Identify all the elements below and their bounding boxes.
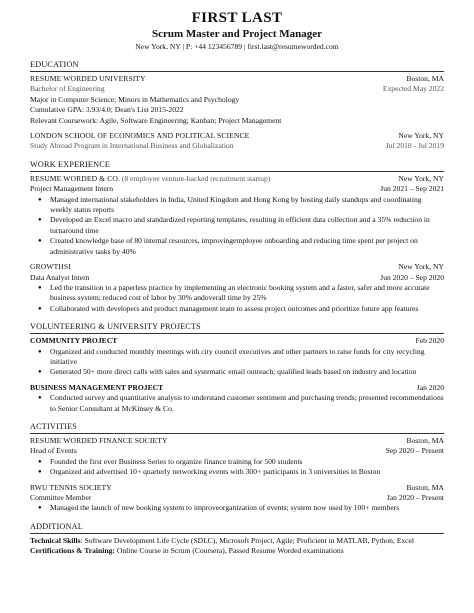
- education-detail: Major in Computer Science; Minors in Mathematics and Psychology: [30, 94, 240, 104]
- company-location: New York, NY: [398, 173, 444, 183]
- bullet-item: ● Organized and conducted monthly meetings with city council executives and other partners to raise funds for city recycling initiative: [42, 347, 444, 368]
- work-entry: [30, 174, 444, 257]
- company-note: (8 employee venture-backed recruitment startup): [121, 173, 271, 183]
- job-role: Data Analyst Intern: [30, 272, 90, 282]
- section-heading-activities: ACTIVITIES: [30, 422, 444, 434]
- project-title: BUSINESS MANAGEMENT PROJECT: [30, 382, 164, 392]
- activity-date: Jan 2020 – Present: [386, 493, 444, 502]
- bullet-list: [30, 195, 444, 257]
- certs-text: Online Course in Scrum (Coursera), Passed Resume Worded examinations: [114, 546, 344, 556]
- degree: Bachelor of Engineering: [30, 84, 105, 94]
- activity-date: Sep 2020 – Present: [385, 446, 444, 456]
- work-header-row: [30, 262, 444, 272]
- activity-role-row: [30, 493, 444, 503]
- activity-header-row: [30, 436, 444, 446]
- activity-org: RESUME WORDED FINANCE SOCIETY: [30, 435, 168, 445]
- certifications: [30, 546, 444, 556]
- activity-org: RWU TENNIS SOCIETY: [30, 482, 112, 492]
- candidate-title: Scrum Master and Project Manager: [151, 28, 323, 40]
- company-name: RESUME WORDED & CO.: [30, 173, 120, 183]
- education-header-row: [30, 131, 444, 141]
- section-heading-education: EDUCATION: [30, 60, 444, 72]
- school-location: New York, NY: [398, 131, 444, 141]
- skills-label: Technical Skills: [30, 535, 81, 545]
- project-date: Jan 2020: [416, 382, 444, 392]
- education-entry: [30, 74, 444, 126]
- degree: Study Abroad Program in International Business and Globalization: [30, 141, 234, 151]
- project-entry: [30, 336, 444, 378]
- project-entry: [30, 383, 444, 414]
- technical-skills: [30, 536, 444, 546]
- bullet-item: ● Generated 50+ more direct calls with sales and systematic email outreach; qualified leads based on industry and location: [42, 367, 444, 377]
- work-entry: [30, 262, 444, 314]
- activity-role: Committee Member: [30, 493, 92, 502]
- activities-section: [30, 436, 444, 514]
- education-section: [30, 74, 444, 152]
- education-detail: Relevant Coursework: Agile, Software Engineering; Kanban; Project Management: [30, 115, 282, 125]
- activity-location: Boston, MA: [406, 435, 444, 445]
- activity-role: Head of Events: [30, 446, 77, 456]
- bullet-list: [30, 503, 444, 513]
- education-entry: [30, 131, 444, 152]
- activity-entry: [30, 483, 444, 514]
- project-header-row: [30, 336, 444, 346]
- bullet-item: ● Developed an Excel macro and standardized reporting templates, resulting in efficient data collection and a 35% reduction in turnaround time: [42, 215, 444, 236]
- candidate-name: FIRST LAST: [191, 10, 283, 26]
- bullet-list: [30, 283, 444, 314]
- job-role: Project Management Intern: [30, 184, 114, 194]
- bullet-list: [30, 347, 444, 378]
- activity-header-row: [30, 483, 444, 493]
- degree-row: [30, 84, 444, 94]
- section-heading-work: WORK EXPERIENCE: [30, 160, 444, 172]
- work-section: [30, 174, 444, 314]
- degree-row: [30, 141, 444, 151]
- education-header-row: [30, 74, 444, 84]
- school-name: RESUME WORDED UNIVERSITY: [30, 74, 146, 83]
- degree-date: Expected May 2022: [382, 84, 444, 94]
- bullet-list: [30, 457, 444, 478]
- section-heading-volunteering: VOLUNTEERING & UNIVERSITY PROJECTS: [30, 322, 444, 334]
- role-row: [30, 273, 444, 283]
- job-date: Jun 2021 – Sep 2021: [380, 184, 444, 194]
- activity-role-row: [30, 446, 444, 456]
- certs-label: Certifications & Training:: [30, 546, 115, 556]
- bullet-item: ● Led the transition to a paperless practice by implementing an electronic booking system and a faster, safer and more accurate business system; reduced cost of labor by 30% andoverall time by 25%: [42, 283, 444, 304]
- company-name: GROWTHSI: [30, 262, 71, 272]
- activity-entry: [30, 436, 444, 478]
- volunteering-section: [30, 336, 444, 414]
- contact-line: New York, NY | P: +44 123456789 | first.last@resumeworded.com: [135, 42, 339, 51]
- degree-date: Jul 2018 - Jul 2019: [385, 141, 444, 151]
- bullet-item: ● Collaborated with developers and product management team to assess project outcomes and prioritize future app features: [42, 304, 444, 314]
- bullet-item: ● Conducted survey and quantitative analysis to understand customer sentiment and purchasing trends; presented recommendations to Senior Consultant at McKinsey & Co.: [42, 393, 444, 414]
- bullet-item: ● Founded the first ever Business Series to organize finance training for 500 students: [42, 457, 444, 467]
- bullet-item: ● Organized and advertised 10+ quarterly networking events with 300+ participants in 3 universities in Boston: [42, 467, 444, 477]
- bullet-item: ● Managed the launch of new booking system to improveorganization of events; system now used by 100+ members: [42, 503, 444, 513]
- bullet-item: ● Created knowledge base of 80 internal resources, improvingemployee onboarding and reducing time spent per project on administrative tasks by 40%: [42, 236, 444, 257]
- work-header-row: [30, 174, 444, 184]
- job-date: Jun 2020 – Sep 2020: [380, 272, 444, 282]
- role-row: [30, 184, 444, 194]
- project-date: Feb 2020: [415, 336, 444, 346]
- bullet-list: [30, 393, 444, 414]
- section-heading-additional: ADDITIONAL: [30, 522, 444, 534]
- education-detail: Cumulative GPA: 3.93/4.0; Dean's List 2015-2022: [30, 105, 184, 115]
- company-line: [30, 174, 270, 184]
- additional-section: [30, 536, 444, 557]
- bullet-item: ● Managed international stakeholders in India, United Kingdom and Hong Kong by hosting daily standups and coordinating weekly status reports: [42, 195, 444, 216]
- project-header-row: [30, 383, 444, 393]
- activity-location: Boston, MA: [406, 482, 444, 492]
- company-location: New York, NY: [398, 262, 444, 272]
- school-location: Boston, MA: [406, 74, 444, 83]
- school-name: LONDON SCHOOL OF ECONOMICS AND POLITICAL SCIENCE: [30, 131, 250, 141]
- project-title: COMMUNITY PROJECT: [30, 336, 118, 346]
- skills-text: : Software Development Life Cycle (SDLC), Microsoft Project, Agile; Proficient in MATLAB, Python, Excel: [80, 535, 415, 545]
